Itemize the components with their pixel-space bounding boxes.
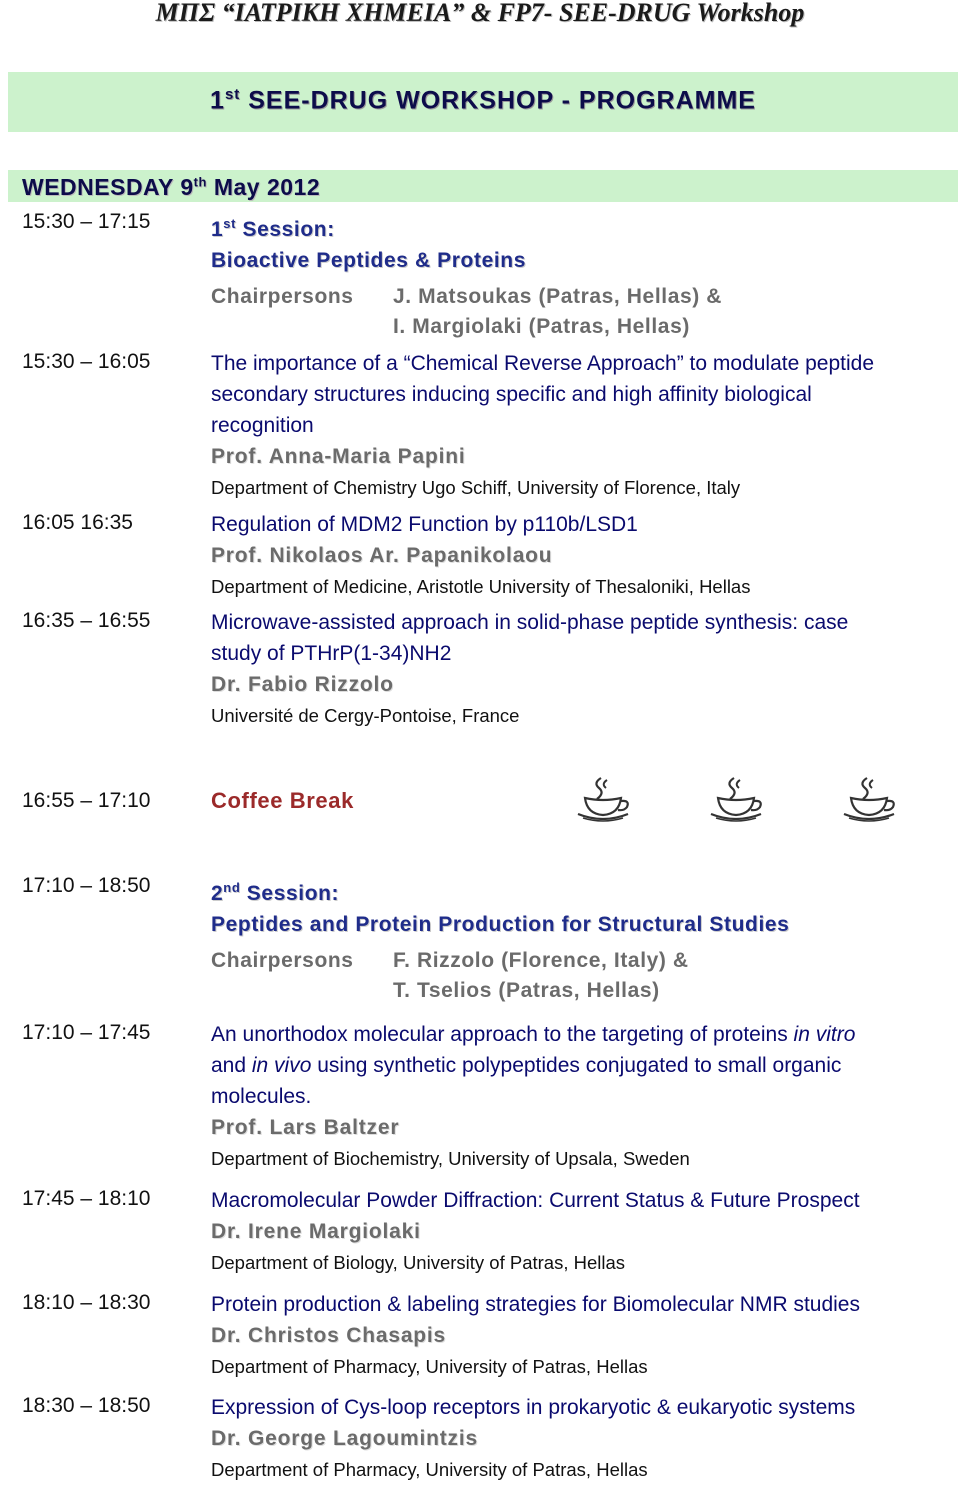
talk [211,1392,951,1485]
talk-time: 16:05 16:35 [22,511,133,534]
day-heading: WEDNESDAY 9th May 2012 [22,174,321,200]
chairpersons: F. Rizzolo (Florence, Italy) & T. Tselios (Patras, Hellas) [393,949,689,1002]
talk-title: Macromolecular Powder Diffraction: Current Status & Future Prospect [211,1189,860,1212]
talk: Microwave-assisted approach in solid-phase peptide synthesis: case study of PTHrP(1-34)NH2 Dr. Fabio Rizzolo Université de Cergy-Pontoise, France [211,607,951,731]
speaker: Dr. Irene Margiolaki [211,1220,421,1243]
coffee-cup-icon [575,774,633,824]
affiliation: Université de Cergy-Pontoise, France [211,705,520,726]
session-heading: 2nd Session: Peptides and Protein Production for Structural Studies [211,872,951,940]
session-title: Peptides and Protein Production for Structural Studies [211,913,790,936]
affiliation: Department of Pharmacy, University of Patras, Hellas [211,1459,648,1480]
speaker: Prof. Lars Baltzer [211,1116,400,1139]
session-title: Bioactive Peptides & Proteins [211,249,526,272]
talk-title: Microwave-assisted approach in solid-phase peptide synthesis: case [211,611,849,634]
chairpersons-label: Chairpersons [211,949,354,972]
session-time: 17:10 – 18:50 [22,874,151,897]
session-time: 15:30 – 17:15 [22,210,151,233]
coffee-break-label: Coffee Break [211,788,354,813]
chairpersons: J. Matsoukas (Patras, Hellas) & I. Margiolaki (Patras, Hellas) [393,285,723,338]
affiliation: Department of Medicine, Aristotle University of Thesaloniki, Hellas [211,576,751,597]
coffee-cup-icon [708,774,766,824]
talk-time: 16:35 – 16:55 [22,609,151,632]
document-header: ΜΠΣ “ΙΑΤΡΙΚΗ ΧΗΜΕΙΑ” & FP7- SEE-DRUG Workshop [155,0,805,27]
speaker: Dr. George Lagoumintzis [211,1427,478,1450]
speaker: Prof. Nikolaos Ar. Papanikolaou [211,544,553,567]
talk [211,509,951,602]
talk: An unorthodox molecular approach to the targeting of proteins in vitro and in vivo using synthetic polypeptides conjugated to small organic molecules. Prof. Lars Baltzer Department of Biochemistry, University of Upsala, Sweden [211,1019,951,1174]
talk-title: An unorthodox molecular approach to the targeting of proteins in vitro [211,1023,856,1046]
talk: The importance of a “Chemical Reverse Approach” to modulate peptide secondary structures inducing specific and high affinity biological recognition Prof. Anna-Maria Papini Department of Chemistry Ugo Schiff, University of Florence, Italy [211,348,951,503]
talk [211,1185,951,1278]
talk-time: 18:10 – 18:30 [22,1291,151,1314]
speaker: Dr. Christos Chasapis [211,1324,447,1347]
talk-time: 18:30 – 18:50 [22,1394,151,1417]
coffee-time: 16:55 – 17:10 [22,789,151,812]
talk-title: The importance of a “Chemical Reverse Approach” to modulate peptide [211,352,875,375]
talk [211,1289,951,1382]
talk-title: Regulation of MDM2 Function by p110b/LSD1 [211,513,638,536]
talk-time: 17:45 – 18:10 [22,1187,151,1210]
affiliation: Department of Biology, University of Patras, Hellas [211,1252,626,1273]
affiliation: Department of Chemistry Ugo Schiff, University of Florence, Italy [211,477,741,498]
talk-time: 17:10 – 17:45 [22,1021,151,1044]
talk-time: 15:30 – 16:05 [22,350,151,373]
talk-title: Protein production & labeling strategies for Biomolecular NMR studies [211,1293,860,1316]
talk-title: Expression of Cys-loop receptors in prokaryotic & eukaryotic systems [211,1396,856,1419]
affiliation: Department of Biochemistry, University of Upsala, Sweden [211,1148,690,1169]
speaker: Prof. Anna-Maria Papini [211,445,466,468]
chairpersons-label: Chairpersons [211,285,354,308]
session-heading: 1st Session: Bioactive Peptides & Proteins [211,208,951,276]
affiliation: Department of Pharmacy, University of Patras, Hellas [211,1356,648,1377]
programme-title: 1st SEE-DRUG WORKSHOP - PROGRAMME [210,86,756,115]
coffee-cup-icon [841,774,899,824]
speaker: Dr. Fabio Rizzolo [211,673,394,696]
